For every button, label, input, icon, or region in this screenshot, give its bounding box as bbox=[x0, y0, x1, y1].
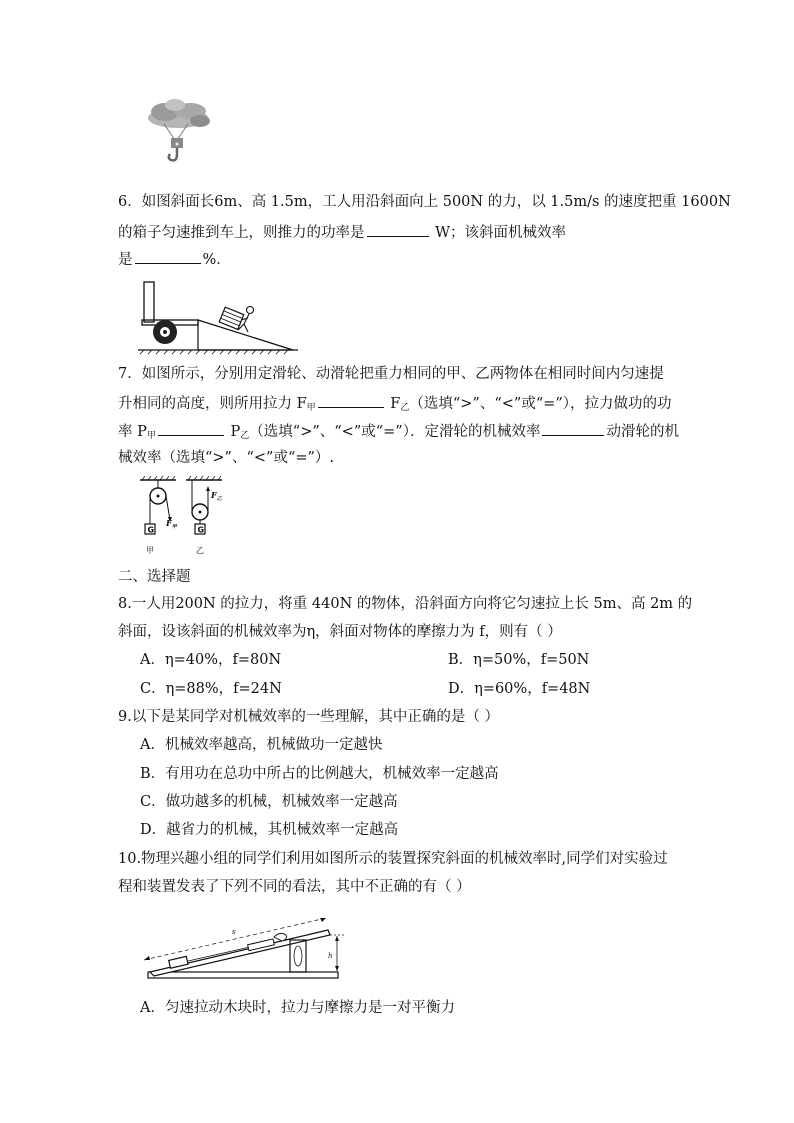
q7-efficiency-blank[interactable] bbox=[542, 420, 604, 436]
q6-line3 bbox=[118, 248, 231, 270]
q7-p-yi-sub: 乙 bbox=[240, 431, 250, 441]
q6-line3-text-a: 是 bbox=[118, 252, 133, 268]
q10-line2: 程和装置发表了下列不同的看法，其中不正确的有（ ） bbox=[118, 879, 471, 895]
q6-line1: 6．如图斜面长6m、高 1.5m，工人用沿斜面向上 500N 的力，以 1.5m/s 的速度把重 1600N bbox=[118, 194, 731, 210]
truck-cab bbox=[144, 282, 154, 322]
q7-f-yi-sub: 乙 bbox=[400, 403, 410, 413]
q7-line3-text-b: P bbox=[225, 424, 241, 440]
q6-line2-text-b: W；该斜面机械效率 bbox=[430, 225, 567, 241]
q7-line3-text-d: 动滑轮的机 bbox=[606, 424, 679, 440]
incline-experiment-figure bbox=[140, 910, 345, 985]
q7-p-jia-sub: 甲 bbox=[146, 431, 156, 441]
q7-line3-text-a: 率 P bbox=[118, 424, 147, 440]
q8-option-b[interactable]: B．η=50%，f=50N bbox=[448, 652, 590, 668]
q8-line1: 8.一人用200N 的拉力，将重 440N 的物体，沿斜面方向将它匀速拉上长 5m、高 2m 的 bbox=[118, 596, 693, 612]
q7-line2-text-b: F bbox=[385, 396, 401, 412]
q8-option-c[interactable]: C．η=88%，f=24N bbox=[140, 681, 282, 697]
worker-head bbox=[247, 307, 254, 314]
base-board bbox=[148, 972, 338, 978]
q7-f-jia-sub: 甲 bbox=[306, 403, 316, 413]
q8-option-a[interactable]: A．η=40%，f=80N bbox=[140, 652, 282, 668]
q8-line2: 斜面，设该斜面的机械效率为η，斜面对物体的摩擦力为 f，则有（ ） bbox=[118, 624, 562, 640]
support-block bbox=[290, 940, 306, 972]
length-label: s bbox=[232, 928, 236, 936]
q6-line3-text-b: %． bbox=[202, 252, 231, 268]
q10-line1: 10.物理兴趣小组的同学们利用如图所示的装置探究斜面的机械效率时,同学们对实验过 bbox=[118, 851, 668, 867]
height-label: h bbox=[328, 952, 333, 960]
q7-line2 bbox=[118, 392, 672, 418]
q6-efficiency-blank[interactable] bbox=[135, 248, 201, 264]
q9-stem: 9.以下是某同学对机械效率的一些理解，其中正确的是（ ） bbox=[118, 709, 499, 725]
right-force-label: $F_乙$ bbox=[211, 490, 222, 502]
q6-line2-text-a: 的箱子匀速推到车上，则推力的功率是 bbox=[118, 225, 365, 241]
q8-option-d[interactable]: D．η=60%，f=48N bbox=[448, 681, 591, 697]
q9-option-c[interactable]: C．做功越多的机械，机械效率一定越高 bbox=[140, 794, 398, 810]
q7-force-blank[interactable] bbox=[318, 392, 384, 408]
q7-line4: 械效率（选填“>”、“<”或“=”）. bbox=[118, 450, 335, 466]
q7-line3-text-c: （选填“>”、“<”或“=”）．定滑轮的机械效率 bbox=[249, 424, 541, 440]
ramp bbox=[198, 320, 293, 350]
q7-line2-text-c: （选填“>”、“<”或“=”），拉力做功的功 bbox=[409, 396, 672, 412]
left-weight-label: G bbox=[147, 525, 155, 535]
q10-option-a[interactable]: A．匀速拉动木块时，拉力与摩擦力是一对平衡力 bbox=[140, 1000, 455, 1016]
q7-power-blank[interactable] bbox=[158, 420, 224, 436]
q7-line2-text-a: 升相同的高度，则所用拉力 F bbox=[118, 396, 307, 412]
left-force-label: $F_甲$ bbox=[166, 518, 177, 530]
incline-board bbox=[150, 930, 330, 976]
truck-ramp-figure bbox=[138, 280, 298, 356]
right-weight-label: G bbox=[197, 525, 205, 535]
q7-line1: 7．如图所示，分别用定滑轮、动滑轮把重力相同的甲、乙两物体在相同时间内匀速提 bbox=[118, 366, 664, 382]
q9-option-b[interactable]: B．有用功在总功中所占的比例越大，机械效率一定越高 bbox=[140, 766, 499, 782]
crane-hook-figure bbox=[140, 96, 220, 176]
section2-title: 二、选择题 bbox=[118, 569, 191, 585]
right-caption: 乙 bbox=[196, 546, 204, 555]
left-caption: 甲 bbox=[146, 546, 154, 555]
q6-power-blank[interactable] bbox=[367, 221, 429, 237]
q6-line2 bbox=[118, 221, 566, 243]
pulley-figure bbox=[138, 476, 238, 560]
hand bbox=[274, 933, 287, 941]
q9-option-d[interactable]: D．越省力的机械，其机械效率一定越高 bbox=[140, 822, 399, 838]
q9-option-a[interactable]: A．机械效率越高，机械做功一定越快 bbox=[140, 737, 383, 753]
q7-line3 bbox=[118, 420, 679, 446]
